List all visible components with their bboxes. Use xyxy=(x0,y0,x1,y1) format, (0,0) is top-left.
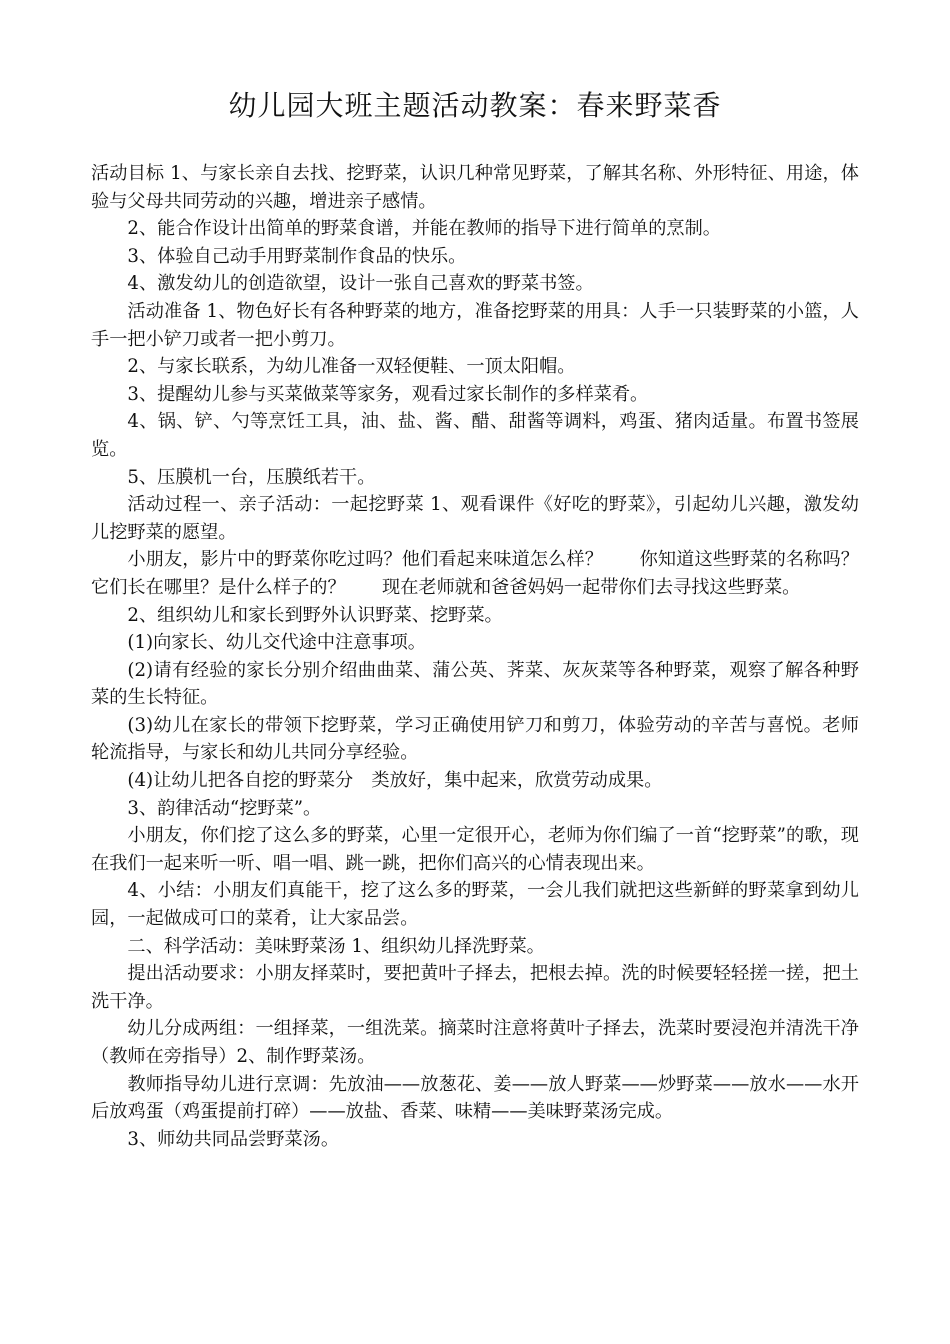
paragraph-science-1: 二、科学活动：美味野菜汤 1、组织幼儿择洗野菜。 xyxy=(127,935,545,957)
page-title: 幼儿园大班主题活动教案：春来野菜香 xyxy=(228,89,722,122)
paragraph-science-requirements: 提出活动要求：小朋友择菜时，要把黄叶子择去，把根去掉。洗的时候要轻轻搓一搓，把土洗干净。 xyxy=(91,963,859,1012)
document-body xyxy=(91,160,859,1153)
paragraph-prep-4: 4、锅、铲、勺等烹饪工具，油、盐、酱、醋、甜酱等调料，鸡蛋、猪肉适量。布置书签展览。 xyxy=(91,411,859,460)
paragraph-prep-2: 2、与家长联系，为幼儿准备一双轻便鞋、一顶太阳帽。 xyxy=(127,356,576,378)
paragraph-goal-4: 4、激发幼儿的创造欲望，设计一张自己喜欢的野菜书签。 xyxy=(127,273,594,295)
paragraph-process-dialog: 小朋友，影片中的野菜你吃过吗？他们看起来味道怎么样？ 你知道这些野菜的名称吗？它们长在哪里？是什么样子的？ 现在老师就和爸爸妈妈一起带你们去寻找这些野菜。 xyxy=(91,549,859,598)
paragraph-process-2-2: (2)请有经验的家长分别介绍曲曲菜、蒲公英、荠菜、灰灰菜等各种野菜，观察了解各种野菜的生长特征。 xyxy=(91,659,859,709)
paragraph-process-2-4: (4)让幼儿把各自挖的野菜分 类放好，集中起来，欣赏劳动成果。 xyxy=(127,770,663,792)
paragraph-prep-1: 活动准备 1、物色好长有各种野菜的地方，准备挖野菜的用具：人手一只装野菜的小篮，人手一把小铲刀或者一把小剪刀。 xyxy=(91,300,859,350)
paragraph-science-cooking: 教师指导幼儿进行烹调：先放油——放葱花、姜——放人野菜——炒野菜——放水——水开后放鸡蛋（鸡蛋提前打碎）——放盐、香菜、味精——美味野菜汤完成。 xyxy=(91,1073,859,1123)
paragraph-process-3: 3、韵律活动“挖野菜”。 xyxy=(127,797,322,819)
paragraph-prep-5: 5、压膜机一台，压膜纸若干。 xyxy=(127,466,376,488)
paragraph-process-1: 活动过程一、亲子活动：一起挖野菜 1、观看课件《好吃的野菜》，引起幼儿兴趣，激发幼儿挖野菜的愿望。 xyxy=(91,494,859,543)
paragraph-process-2: 2、组织幼儿和家长到野外认识野菜、挖野菜。 xyxy=(127,604,503,626)
paragraph-process-2-1: (1)向家长、幼儿交代途中注意事项。 xyxy=(127,632,426,654)
paragraph-process-3-dialog: 小朋友，你们挖了这么多的野菜，心里一定很开心，老师为你们编了一首“挖野菜”的歌，现在我们一起来听一听、唱一唱、跳一跳，把你们高兴的心情表现出来。 xyxy=(91,825,859,874)
paragraph-process-4: 4、小结：小朋友们真能干，挖了这么多的野菜，一会儿我们就把这些新鲜的野菜拿到幼儿园，一起做成可口的菜肴，让大家品尝。 xyxy=(91,880,859,930)
paragraph-goal-1: 活动目标 1、与家长亲自去找、挖野菜，认识几种常见野菜，了解其名称、外形特征、用途，体验与父母共同劳动的兴趣，增进亲子感情。 xyxy=(91,163,859,212)
paragraph-science-3: 3、师幼共同品尝野菜汤。 xyxy=(127,1128,340,1150)
paragraph-goal-3: 3、体验自己动手用野菜制作食品的快乐。 xyxy=(127,245,467,267)
paragraph-science-groups: 幼儿分成两组：一组择菜，一组洗菜。摘菜时注意将黄叶子择去，洗菜时要浸泡并清洗干净（教师在旁指导）2、制作野菜汤。 xyxy=(91,1018,859,1067)
paragraph-prep-3: 3、提醒幼儿参与买菜做菜等家务，观看过家长制作的多样菜肴。 xyxy=(127,383,649,405)
paragraph-process-2-3: (3)幼儿在家长的带领下挖野菜，学习正确使用铲刀和剪刀，体验劳动的辛苦与喜悦。老师轮流指导，与家长和幼儿共同分享经验。 xyxy=(91,714,859,764)
paragraph-goal-2: 2、能合作设计出简单的野菜食谱，并能在教师的指导下进行简单的烹制。 xyxy=(127,218,721,240)
